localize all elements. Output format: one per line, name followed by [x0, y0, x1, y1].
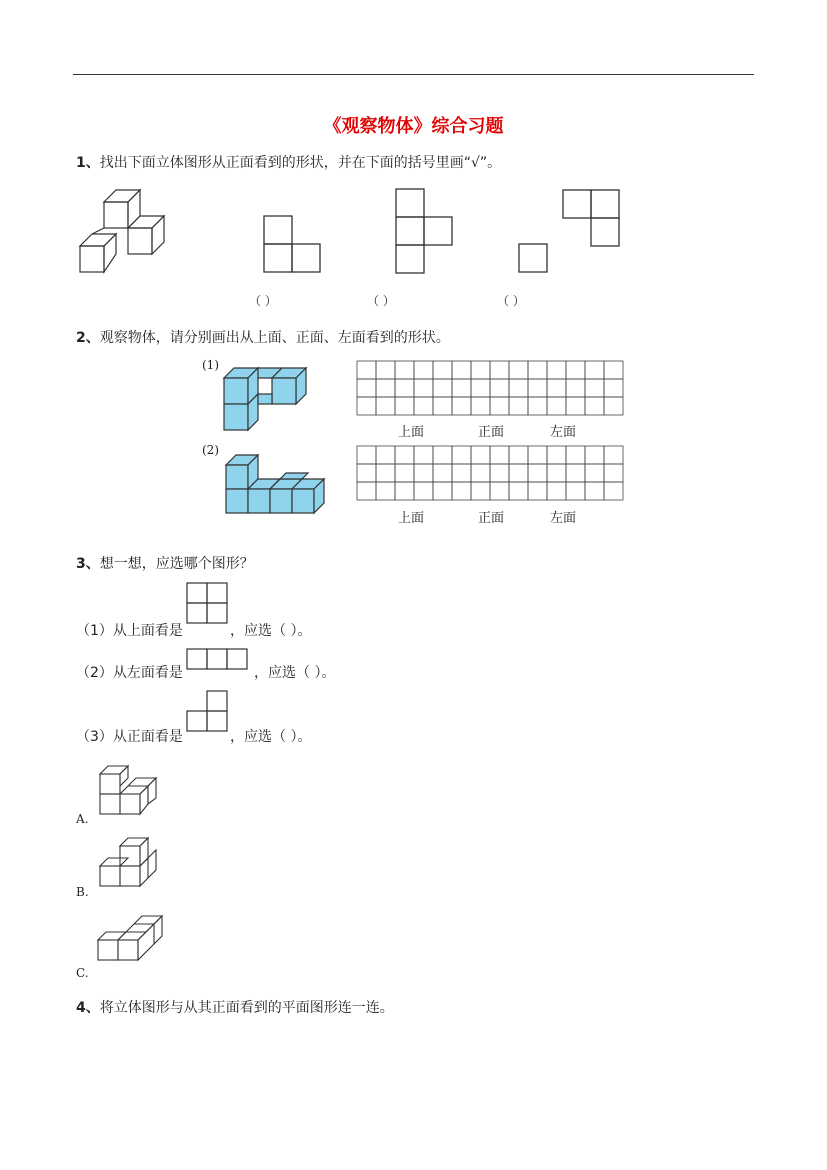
- grid-cell[interactable]: [414, 379, 433, 397]
- page-title: 《观察物体》综合习题: [323, 116, 504, 137]
- grid-cell[interactable]: [414, 482, 433, 500]
- grid-cell[interactable]: [376, 446, 395, 464]
- grid-cell[interactable]: [566, 464, 585, 482]
- question-1: [76, 152, 501, 172]
- q2-item-1-view-left: 左面: [550, 425, 577, 440]
- grid-cell[interactable]: [395, 397, 414, 415]
- q2-item-1-grid[interactable]: [356, 360, 622, 416]
- q3-option-c-figure: [96, 912, 172, 966]
- grid-cell[interactable]: [395, 361, 414, 379]
- grid-cell[interactable]: [433, 361, 452, 379]
- grid-cell[interactable]: [376, 464, 395, 482]
- q3-line-1: [76, 620, 183, 640]
- grid-cell[interactable]: [566, 379, 585, 397]
- grid-cell[interactable]: [471, 361, 490, 379]
- q2-item-1-figure: [222, 368, 306, 434]
- grid-cell[interactable]: [509, 446, 528, 464]
- grid-cell[interactable]: [376, 379, 395, 397]
- grid-cell[interactable]: [585, 361, 604, 379]
- grid-cell[interactable]: [395, 446, 414, 464]
- q2-item-2-view-front: 正面: [478, 511, 505, 526]
- grid-cell[interactable]: [509, 379, 528, 397]
- grid-cell[interactable]: [471, 464, 490, 482]
- grid-cell[interactable]: [528, 361, 547, 379]
- grid-cell[interactable]: [509, 482, 528, 500]
- grid-cell[interactable]: [528, 482, 547, 500]
- q3-line-1-answer[interactable]: ，应选（ ）。: [230, 623, 312, 639]
- q3-option-a-label[interactable]: A.: [76, 812, 89, 826]
- q3-line-3-shape: [186, 690, 230, 734]
- grid-cell[interactable]: [357, 446, 376, 464]
- question-text: 将立体图形与从其正面看到的平面图形连一连。: [99, 1000, 394, 1016]
- q1-option-2-figure: [394, 187, 454, 275]
- grid-cell[interactable]: [490, 379, 509, 397]
- grid-cell[interactable]: [490, 464, 509, 482]
- q3-option-c-label[interactable]: C.: [76, 966, 89, 980]
- grid-cell[interactable]: [414, 361, 433, 379]
- grid-cell[interactable]: [357, 361, 376, 379]
- grid-cell[interactable]: [433, 482, 452, 500]
- q3-line-1-shape: [186, 582, 230, 626]
- q2-item-2-grid[interactable]: [356, 445, 622, 501]
- grid-cell[interactable]: [604, 464, 623, 482]
- grid-cell[interactable]: [395, 379, 414, 397]
- q1-answer-blank-1[interactable]: （ ）: [249, 294, 277, 308]
- grid-cell[interactable]: [433, 446, 452, 464]
- q2-item-1-view-front: 正面: [478, 425, 505, 440]
- question-text: 观察物体，请分别画出从上面、正面、左面看到的形状。: [99, 330, 450, 346]
- q3-line-2: [76, 662, 183, 682]
- q3-option-b-figure: [98, 838, 164, 890]
- question-text: 找出下面立体图形从正面看到的形状，并在下面的括号里画“√”。: [99, 155, 502, 171]
- grid-cell[interactable]: [604, 397, 623, 415]
- q3-line-3-answer[interactable]: ，应选（ ）。: [230, 729, 312, 745]
- grid-cell[interactable]: [528, 379, 547, 397]
- question-3: [76, 553, 254, 573]
- grid-cell[interactable]: [471, 379, 490, 397]
- q3-option-a-figure: [98, 764, 164, 818]
- grid-cell[interactable]: [547, 446, 566, 464]
- grid-cell[interactable]: [490, 397, 509, 415]
- grid-cell[interactable]: [547, 379, 566, 397]
- grid-cell[interactable]: [547, 464, 566, 482]
- q2-item-2-view-top: 上面: [398, 511, 425, 526]
- grid-cell[interactable]: [528, 446, 547, 464]
- q1-3d-figure: [75, 188, 175, 280]
- grid-cell[interactable]: [547, 397, 566, 415]
- q3-line-3: [76, 726, 183, 746]
- grid-cell[interactable]: [547, 361, 566, 379]
- grid-cell[interactable]: [585, 464, 604, 482]
- grid-cell[interactable]: [585, 397, 604, 415]
- grid-cell[interactable]: [604, 446, 623, 464]
- q3-line-3-prefix: （3）从正面看是: [76, 729, 183, 745]
- grid-cell[interactable]: [433, 464, 452, 482]
- question-number: 4、: [76, 1000, 100, 1016]
- grid-cell[interactable]: [471, 397, 490, 415]
- q1-answer-blank-3[interactable]: （ ）: [497, 294, 525, 308]
- q2-item-1-label: (1): [202, 358, 219, 372]
- question-number: 2、: [76, 330, 100, 346]
- grid-cell[interactable]: [357, 397, 376, 415]
- grid-cell[interactable]: [604, 379, 623, 397]
- grid-cell[interactable]: [452, 361, 471, 379]
- grid-cell[interactable]: [528, 464, 547, 482]
- grid-cell[interactable]: [509, 361, 528, 379]
- grid-cell[interactable]: [585, 379, 604, 397]
- grid-cell[interactable]: [585, 482, 604, 500]
- grid-cell[interactable]: [376, 482, 395, 500]
- grid-cell[interactable]: [414, 446, 433, 464]
- grid-cell[interactable]: [528, 397, 547, 415]
- question-2: [76, 327, 450, 347]
- q1-option-3-figure: [516, 188, 626, 276]
- grid-cell[interactable]: [395, 482, 414, 500]
- question-text: 想一想，应选哪个图形？: [99, 556, 254, 572]
- q3-option-b-label[interactable]: B.: [76, 885, 89, 899]
- grid-cell[interactable]: [509, 464, 528, 482]
- grid-cell[interactable]: [414, 397, 433, 415]
- grid-cell[interactable]: [414, 464, 433, 482]
- q1-answer-blank-2[interactable]: （ ）: [367, 294, 395, 308]
- grid-cell[interactable]: [357, 482, 376, 500]
- grid-cell[interactable]: [433, 379, 452, 397]
- q2-item-2-view-left: 左面: [550, 511, 577, 526]
- q2-item-2-label: (2): [202, 443, 219, 457]
- q3-line-2-prefix: （2）从左面看是: [76, 665, 183, 681]
- question-number: 3、: [76, 556, 100, 572]
- q3-line-1-prefix: （1）从上面看是: [76, 623, 183, 639]
- grid-cell[interactable]: [452, 446, 471, 464]
- grid-cell[interactable]: [471, 482, 490, 500]
- grid-cell[interactable]: [357, 379, 376, 397]
- grid-cell[interactable]: [452, 379, 471, 397]
- q2-item-1-view-top: 上面: [398, 425, 425, 440]
- q3-line-2-answer[interactable]: ，应选（ ）。: [254, 665, 336, 681]
- grid-cell[interactable]: [452, 482, 471, 500]
- grid-cell[interactable]: [566, 361, 585, 379]
- question-4: [76, 997, 394, 1017]
- grid-cell[interactable]: [566, 482, 585, 500]
- grid-cell[interactable]: [566, 446, 585, 464]
- grid-cell[interactable]: [376, 361, 395, 379]
- question-number: 1、: [76, 155, 100, 171]
- grid-cell[interactable]: [490, 482, 509, 500]
- header-rule: [73, 74, 754, 75]
- grid-cell[interactable]: [604, 361, 623, 379]
- grid-cell[interactable]: [490, 446, 509, 464]
- grid-cell[interactable]: [452, 397, 471, 415]
- grid-cell[interactable]: [490, 361, 509, 379]
- q1-option-1-figure: [262, 214, 322, 274]
- q2-item-2-figure: [224, 455, 324, 517]
- q3-line-2-shape: [186, 648, 250, 672]
- grid-cell[interactable]: [395, 464, 414, 482]
- grid-cell[interactable]: [566, 397, 585, 415]
- grid-cell[interactable]: [585, 446, 604, 464]
- grid-cell[interactable]: [509, 397, 528, 415]
- grid-cell[interactable]: [604, 482, 623, 500]
- grid-cell[interactable]: [547, 482, 566, 500]
- grid-cell[interactable]: [471, 446, 490, 464]
- grid-cell[interactable]: [433, 397, 452, 415]
- grid-cell[interactable]: [357, 464, 376, 482]
- grid-cell[interactable]: [452, 464, 471, 482]
- grid-cell[interactable]: [376, 397, 395, 415]
